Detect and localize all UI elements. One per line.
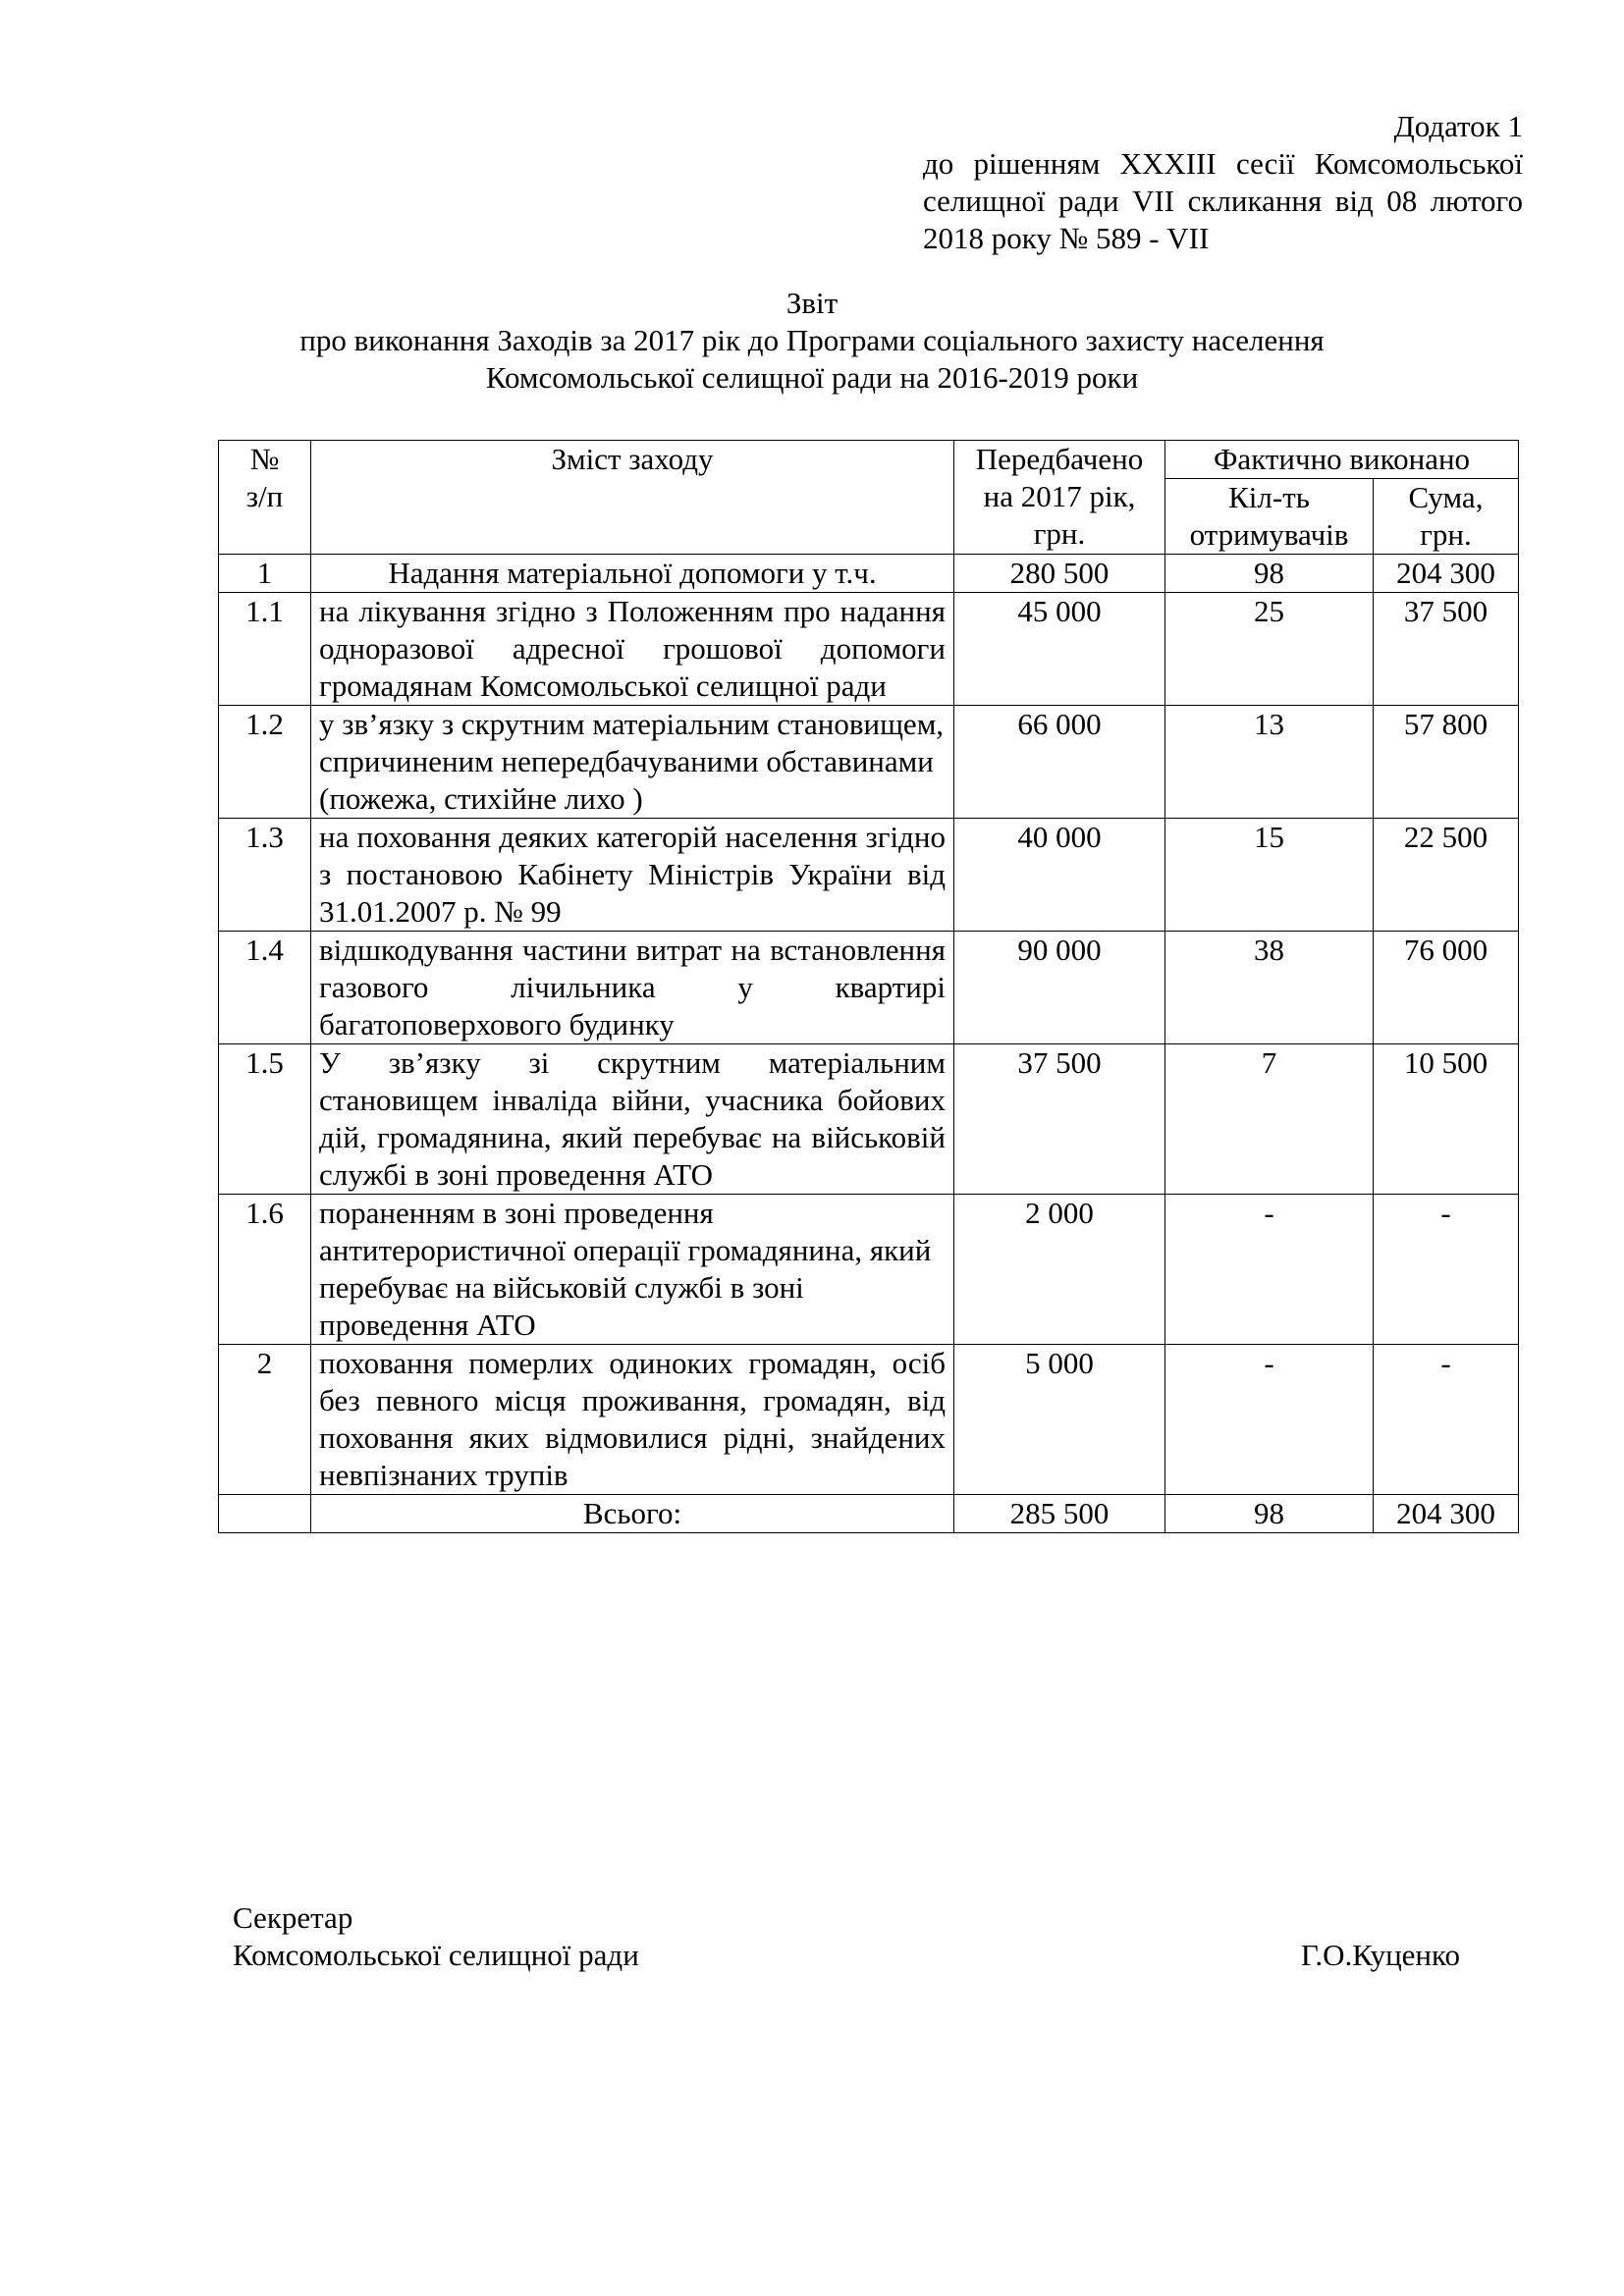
row-count: - [1165,1195,1374,1345]
row-planned: 5 000 [954,1345,1165,1495]
header-number [219,441,311,555]
signature-row [233,1937,1460,1974]
header-planned-line-2: на 2017 рік, [983,479,1136,513]
row-planned: 40 000 [954,819,1165,932]
appendix-reference [923,145,1523,257]
table-row [219,932,1519,1044]
report-title: Звіт [785,286,839,320]
header-actual: Фактично виконано [1165,441,1519,479]
row-planned: 280 500 [954,555,1165,593]
row-count: 13 [1165,706,1374,819]
row-count: 38 [1165,932,1374,1044]
signature-org: Комсомольської селищної ради [233,1938,639,1972]
total-count: 98 [1165,1495,1374,1533]
row-description: відшкодування частини витрат на встановлення газового лічильника у квартирі багатоповерхового будинку [311,932,954,1044]
total-sum: 204 300 [1374,1495,1519,1533]
table-row [219,1044,1519,1195]
header-number-line-1: № [249,442,280,476]
signature-block [233,1899,1460,1974]
row-number: 1.5 [219,1044,311,1195]
report-header [0,285,1624,397]
row-count: 25 [1165,593,1374,706]
table-row [219,1195,1519,1345]
row-count: 98 [1165,555,1374,593]
row-sum: 10 500 [1374,1044,1519,1195]
header-content: Зміст заходу [311,441,954,555]
header-planned [954,441,1165,555]
header-count [1165,479,1374,555]
row-description: у зв’язку з скрутним матеріальним становищем, спричиненим непередбачуваними обставинами (пожежа, стихійне лихо ) [311,706,954,819]
row-planned: 45 000 [954,593,1165,706]
table-row [219,593,1519,706]
total-label: Всього: [311,1495,954,1533]
total-empty-cell [219,1495,311,1533]
row-number: 1.4 [219,932,311,1044]
row-number: 1.3 [219,819,311,932]
report-table [218,440,1519,1533]
row-sum: 57 800 [1374,706,1519,819]
row-count: - [1165,1345,1374,1495]
row-number: 1.6 [219,1195,311,1345]
header-planned-line-1: Передбачено [975,442,1144,476]
header-sum-line-1: Сума, [1408,480,1484,514]
row-number: 2 [219,1345,311,1495]
row-sum: 204 300 [1374,555,1519,593]
total-planned: 285 500 [954,1495,1165,1533]
row-planned: 2 000 [954,1195,1165,1345]
appendix-line-2: селищної ради VII скликання від 08 лютого [923,184,1523,218]
header-count-line-1: Кіл-ть [1228,480,1310,514]
table-row [219,706,1519,819]
row-description: пораненням в зоні проведення антитерористичної операції громадянина, який перебуває на військовій службі в зоні проведення АТО [311,1195,954,1345]
row-number: 1.2 [219,706,311,819]
row-sum: 76 000 [1374,932,1519,1044]
header-planned-line-3: грн. [1033,516,1086,551]
row-description: на поховання деяких категорій населення згідно з постановою Кабінету Міністрів України від 31.01.2007 р. № 99 [311,819,954,932]
row-sum: 37 500 [1374,593,1519,706]
row-count: 15 [1165,819,1374,932]
row-planned: 37 500 [954,1044,1165,1195]
row-description: поховання померлих одиноких громадян, осіб без певного місця проживання, громадян, від поховання яких відмовилися рідні, знайдених невпізнаних трупів [311,1345,954,1495]
row-planned: 66 000 [954,706,1165,819]
row-sum: - [1374,1195,1519,1345]
table-row [219,555,1519,593]
header-number-line-2: з/п [245,479,284,513]
appendix-line-1: до рішенням XXXIII сесії Комсомольської [923,146,1523,181]
table-total-row [219,1495,1519,1533]
table-row [219,819,1519,932]
row-description: У зв’язку зі скрутним матеріальним становищем інваліда війни, учасника бойових дій, громадянина, який перебуває на військовій службі в зоні проведення АТО [311,1044,954,1195]
report-subtitle-1: про виконання Заходів за 2017 рік до Програми соціального захисту населення [299,323,1325,357]
row-number: 1.1 [219,593,311,706]
appendix-title: Додаток 1 [1393,109,1523,143]
row-planned: 90 000 [954,932,1165,1044]
header-count-line-2: отримувачів [1189,517,1349,552]
row-count: 7 [1165,1044,1374,1195]
signature-title: Секретар [233,1900,353,1935]
report-subtitle-2: Комсомольської селищної ради на 2016-2019 роки [485,360,1139,395]
signature-name: Г.О.Куценко [1300,1938,1460,1972]
table-row [219,1345,1519,1495]
appendix-line-3: 2018 року № 589 - VII [923,221,1210,255]
row-number: 1 [219,555,311,593]
row-sum: - [1374,1345,1519,1495]
row-description: на лікування згідно з Положенням про надання одноразової адресної грошової допомоги громадянам Комсомольської селищної ради [311,593,954,706]
table-header-row [219,441,1519,479]
header-sum-line-2: грн. [1420,517,1472,552]
header-sum [1374,479,1519,555]
row-description: Надання матеріальної допомоги у т.ч. [311,555,954,593]
row-sum: 22 500 [1374,819,1519,932]
